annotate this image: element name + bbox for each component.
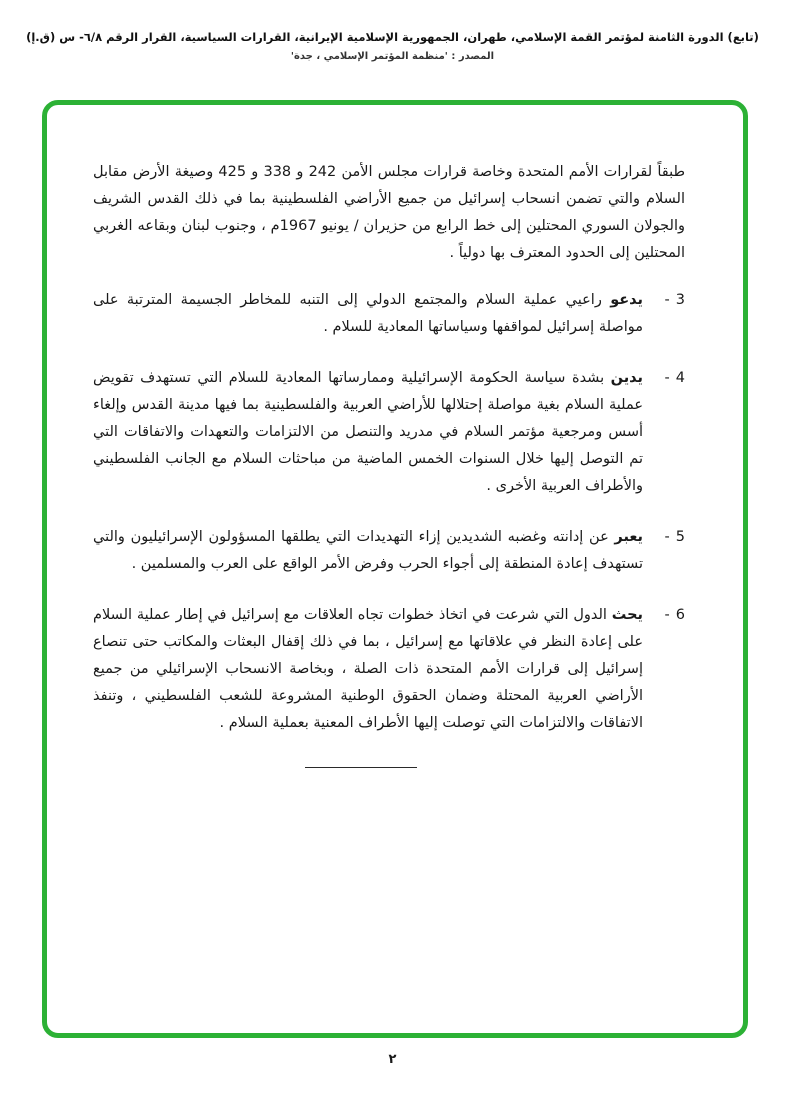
- item-dash: -: [664, 529, 670, 545]
- item-marker-6: [643, 602, 685, 737]
- list-item-5: [93, 524, 685, 578]
- list-item-6: [93, 602, 685, 737]
- document-header: [0, 0, 785, 62]
- item-lead: يعبر: [614, 529, 643, 545]
- item-text: [93, 524, 643, 578]
- intro-paragraph: طبقاً لقرارات الأمم المتحدة وخاصة قرارات مجلس الأمن 242 و 338 و 425 وصيغة الأرض مقابل السلام والتي تضمن انسحاب إسرائيل من جميع الأراضي الفلسطينية بما في ذلك القدس الشريف والجولان السوري المحتلين إلى خط الرابع من حزيران / يونيو 1967م ، وجنوب لبنان وبقاعه الغربي المحتلين إلى الحدود المعترف بها دولياً .: [93, 164, 686, 261]
- item-text: [93, 287, 643, 341]
- list-item-4: [93, 365, 685, 500]
- document-body: [47, 105, 743, 768]
- green-frame: [42, 100, 748, 1038]
- item-body: بشدة سياسة الحكومة الإسرائيلية وممارساتها المعادية للسلام التي تستهدف تقويض عملية السلام بغية مواصلة إحتلالها للأراضي العربية والفلسطينية بما فيها مدينة القدس وإلغاء أسس ومرجعية مؤتمر السلام في مدريد والتنصل من الالتزامات والتعهدات والاتفاقات التي تم التوصل إليها خلال السنوات الخمس الماضية من مباحثات السلام مع الجانب الفلسطيني والأطراف العربية الأخرى .: [93, 370, 643, 494]
- item-body: عن إدانته وغضبه الشديدين إزاء التهديدات التي يطلقها المسؤولون الإسرائيليون والتي تستهدف إعادة المنطقة إلى أجواء الحرب وفرض الأمر الواقع على العرب والمسلمين .: [93, 529, 643, 572]
- item-dash: -: [664, 370, 670, 386]
- item-text: [93, 602, 643, 737]
- header-title: (تابع) الدورة الثامنة لمؤتمر القمة الإسلامي، طهران، الجمهورية الإسلامية الإيرانية، القرارات السياسية، القرار الرقم ٦/٨- س (ق.إ): [26, 30, 759, 44]
- end-separator-line: [305, 767, 417, 768]
- item-dash: -: [664, 292, 670, 308]
- item-lead: يحث: [611, 607, 643, 623]
- item-marker-4: [643, 365, 685, 500]
- item-lead: يدين: [610, 370, 643, 386]
- item-number: 6: [675, 607, 685, 623]
- item-number: 3: [675, 292, 685, 308]
- item-number: 4: [675, 370, 685, 386]
- list-item-3: [93, 287, 685, 341]
- item-body: راعيي عملية السلام والمجتمع الدولي إلى التنبه للمخاطر الجسيمة المترتبة على مواصلة إسرائيل لمواقفها وسياساتها المعادية للسلام .: [93, 292, 643, 335]
- item-number: 5: [675, 529, 685, 545]
- item-marker-5: [643, 524, 685, 578]
- item-text: [93, 365, 643, 500]
- item-dash: -: [664, 607, 670, 623]
- header-source: المصدر : 'منظمة المؤتمر الإسلامي ، جدة': [290, 51, 495, 62]
- item-body: الدول التي شرعت في اتخاذ خطوات تجاه العلاقات مع إسرائيل في إطار عملية السلام على إعادة النظر في علاقاتها مع إسرائيل ، بما في ذلك إقفال البعثات والمكاتب حتى تنصاع إسرائيل إلى قرارات الأمم المتحدة ذات الصلة ، وبخاصة الانسحاب الإسرائيلي من جميع الأراضي العربية المحتلة وضمان الحقوق الوطنية المشروعة للشعب الفلسطيني ، وتنفذ الاتفاقات والالتزامات التي توصلت إليها الأطراف المعنية بعملية السلام .: [93, 607, 643, 731]
- page-number: ٢: [388, 1052, 397, 1067]
- item-marker-3: [643, 287, 685, 341]
- page-footer: [0, 1048, 785, 1067]
- item-lead: يدعو: [610, 292, 644, 308]
